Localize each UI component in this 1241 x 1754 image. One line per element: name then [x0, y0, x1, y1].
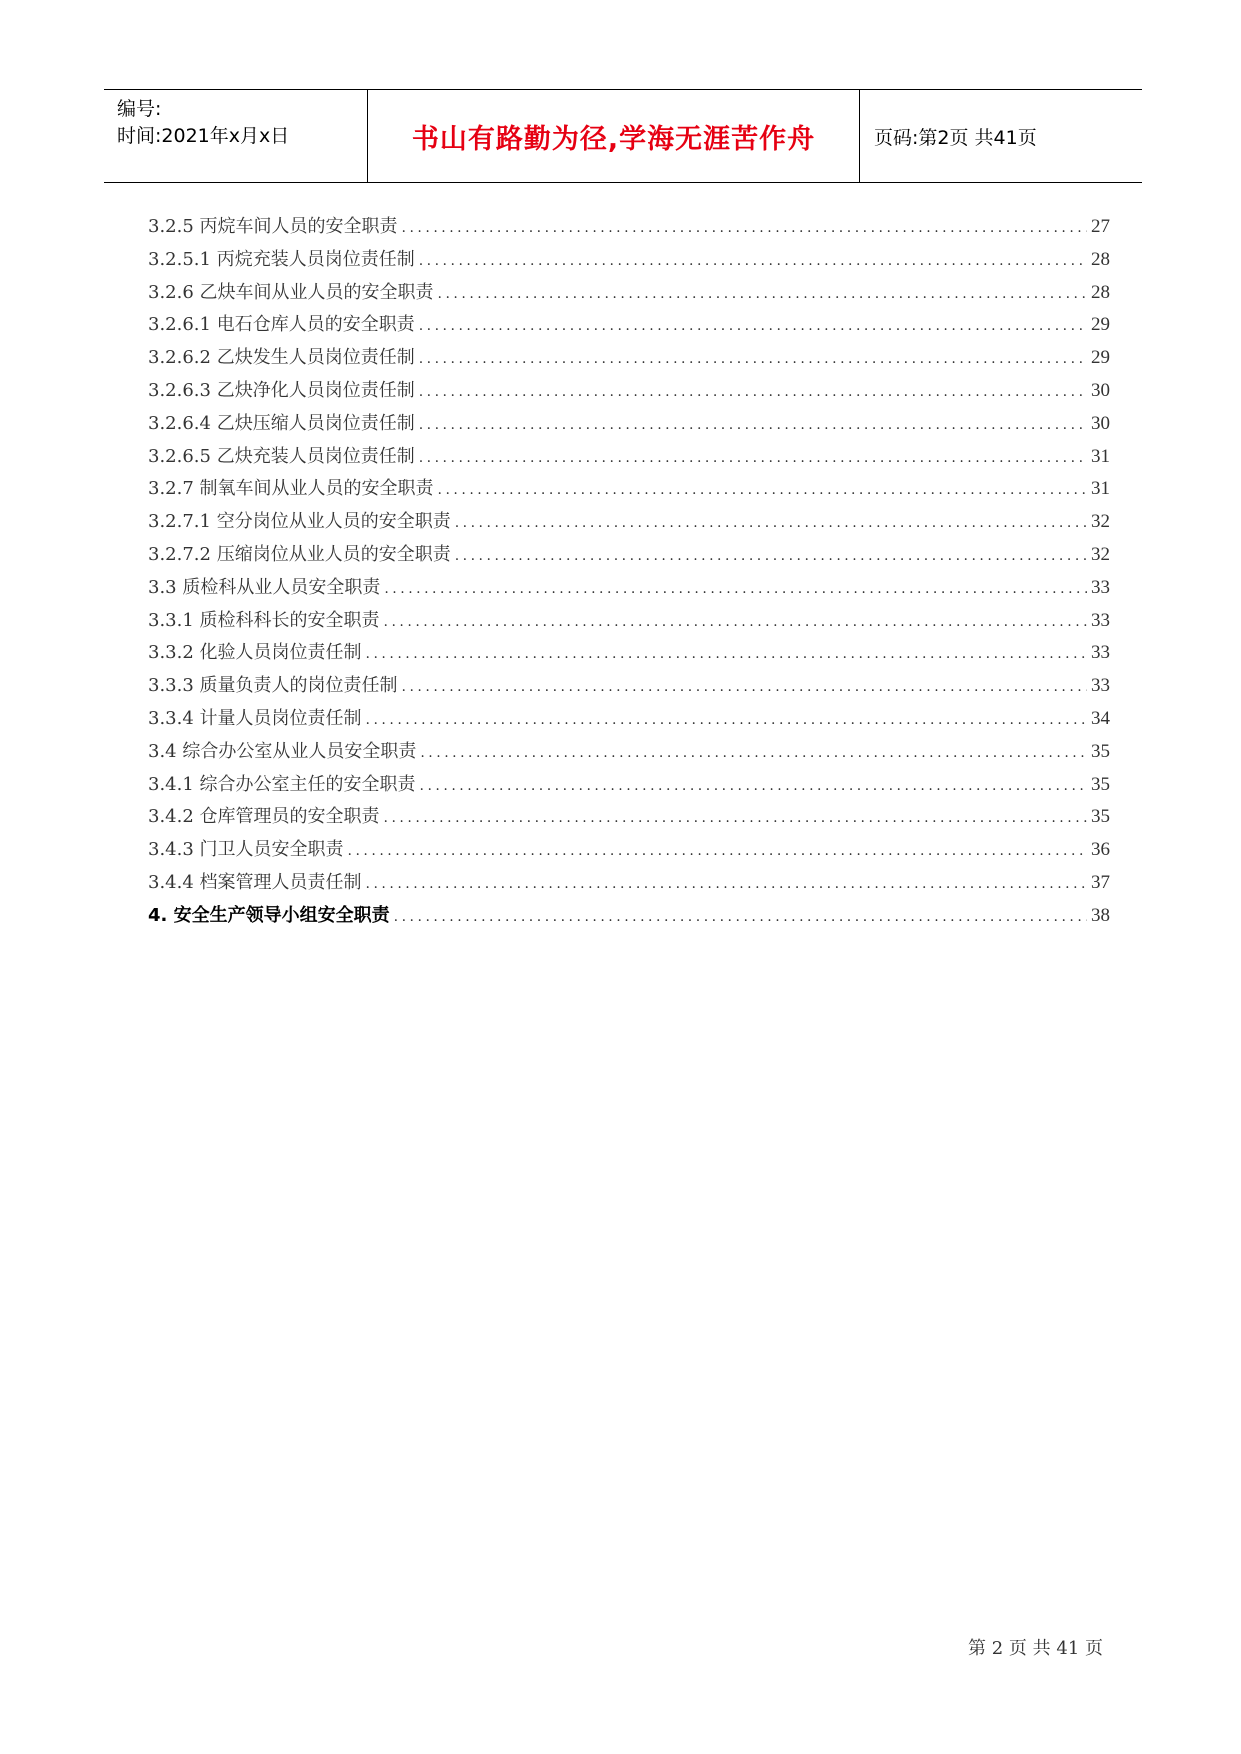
toc-dot-leader	[455, 515, 1087, 531]
toc-entry[interactable]	[148, 245, 1110, 278]
toc-entry-title: 3.3.1 质检科科长的安全职责	[148, 609, 380, 631]
toc-entry-page: 32	[1091, 543, 1110, 565]
toc-entry-title: 3.2.6.4 乙炔压缩人员岗位责任制	[148, 412, 415, 434]
header-left-cell	[104, 90, 368, 182]
toc-dot-leader	[419, 417, 1087, 433]
toc-entry-page: 35	[1091, 773, 1110, 795]
toc-entry[interactable]	[148, 212, 1110, 245]
toc-entry-page: 36	[1091, 839, 1110, 861]
toc-dot-leader	[419, 384, 1087, 400]
toc-entry-title: 3.3 质检科从业人员安全职责	[148, 576, 381, 598]
toc-dot-leader	[366, 712, 1087, 728]
toc-dot-leader	[394, 909, 1087, 925]
toc-dot-leader	[438, 482, 1087, 498]
toc-dot-leader	[419, 450, 1087, 466]
toc-entry[interactable]	[148, 737, 1110, 770]
toc-dot-leader	[438, 286, 1087, 302]
document-number-label: 编号:	[117, 98, 162, 120]
toc-entry-page: 37	[1091, 871, 1110, 893]
toc-entry-page: 31	[1091, 478, 1110, 500]
toc-entry-page: 29	[1091, 347, 1110, 369]
toc-entry[interactable]	[148, 573, 1110, 606]
toc-entry-page: 33	[1091, 642, 1110, 664]
toc-entry-title: 3.2.7 制氧车间从业人员的安全职责	[148, 478, 434, 500]
toc-entry-page: 38	[1091, 904, 1110, 926]
toc-entry-page: 29	[1091, 314, 1110, 336]
toc-entry-title: 3.2.5.1 丙烷充装人员岗位责任制	[148, 248, 415, 270]
toc-entry[interactable]	[148, 802, 1110, 835]
toc-dot-leader	[420, 745, 1087, 761]
page-footer-number: 第 2 页 共 41 页	[968, 1638, 1103, 1659]
toc-dot-leader	[419, 318, 1087, 334]
toc-entry-title: 3.2.7.2 压缩岗位从业人员的安全职责	[148, 543, 451, 565]
toc-entry-page: 35	[1091, 806, 1110, 828]
toc-entry-title: 3.2.6 乙炔车间从业人员的安全职责	[148, 281, 434, 303]
toc-entry[interactable]	[148, 606, 1110, 639]
toc-entry[interactable]	[148, 376, 1110, 409]
toc-entry[interactable]	[148, 540, 1110, 573]
header-motto: 书山有路勤为径,学海无涯苦作舟	[411, 123, 816, 155]
toc-entry-title: 3.4.3 门卫人员安全职责	[148, 839, 344, 861]
toc-dot-leader	[366, 876, 1087, 892]
toc-dot-leader	[402, 679, 1087, 695]
toc-entry[interactable]	[148, 442, 1110, 475]
table-of-contents	[148, 212, 1110, 934]
toc-dot-leader	[455, 548, 1087, 564]
toc-entry-page: 33	[1091, 675, 1110, 697]
toc-entry[interactable]	[148, 638, 1110, 671]
toc-entry-title: 3.4.4 档案管理人员责任制	[148, 871, 362, 893]
toc-entry-title: 3.3.4 计量人员岗位责任制	[148, 707, 362, 729]
toc-entry[interactable]	[148, 704, 1110, 737]
toc-dot-leader	[348, 843, 1087, 859]
toc-entry-page: 27	[1091, 216, 1110, 237]
toc-entry-page: 30	[1091, 412, 1110, 434]
toc-entry-title: 3.2.6.3 乙炔净化人员岗位责任制	[148, 379, 415, 401]
toc-entry-page: 28	[1091, 248, 1110, 270]
toc-entry[interactable]	[148, 310, 1110, 343]
toc-entry-page: 32	[1091, 511, 1110, 533]
toc-dot-leader	[420, 778, 1087, 794]
toc-dot-leader	[384, 810, 1087, 826]
toc-entry[interactable]	[148, 409, 1110, 442]
toc-entry-title: 3.4.2 仓库管理员的安全职责	[148, 806, 380, 828]
toc-dot-leader	[419, 253, 1087, 269]
toc-entry[interactable]	[148, 901, 1110, 934]
toc-entry-page: 35	[1091, 740, 1110, 762]
toc-dot-leader	[366, 646, 1087, 662]
header-page-cell	[860, 90, 1142, 182]
toc-entry-title: 3.3.3 质量负责人的岗位责任制	[148, 675, 398, 697]
toc-entry-title: 3.4 综合办公室从业人员安全职责	[148, 740, 417, 762]
header-motto-cell	[368, 90, 860, 182]
toc-entry[interactable]	[148, 507, 1110, 540]
header-page-code: 页码:第2页 共41页	[874, 126, 1037, 149]
toc-entry-title: 3.4.1 综合办公室主任的安全职责	[148, 773, 416, 795]
toc-entry[interactable]	[148, 770, 1110, 803]
toc-dot-leader	[419, 351, 1087, 367]
toc-entry[interactable]	[148, 868, 1110, 901]
toc-entry[interactable]	[148, 343, 1110, 376]
toc-entry[interactable]	[148, 278, 1110, 311]
toc-dot-leader	[384, 581, 1087, 597]
toc-entry-title: 4. 安全生产领导小组安全职责	[148, 904, 390, 926]
toc-dot-leader	[402, 220, 1087, 236]
toc-entry-page: 34	[1091, 707, 1110, 729]
toc-entry-page: 31	[1091, 445, 1110, 467]
toc-entry-page: 33	[1091, 576, 1110, 598]
toc-entry-title: 3.2.6.1 电石仓库人员的安全职责	[148, 314, 415, 336]
toc-entry[interactable]	[148, 671, 1110, 704]
toc-entry-page: 33	[1091, 609, 1110, 631]
toc-entry-title: 3.2.6.5 乙炔充装人员岗位责任制	[148, 445, 415, 467]
toc-dot-leader	[384, 614, 1087, 630]
toc-entry-page: 30	[1091, 379, 1110, 401]
toc-entry[interactable]	[148, 474, 1110, 507]
page-header	[104, 89, 1142, 183]
toc-entry-title: 3.2.7.1 空分岗位从业人员的安全职责	[148, 511, 451, 533]
document-time-label: 时间:2021年x月x日	[117, 125, 290, 147]
toc-entry-title: 3.2.5 丙烷车间人员的安全职责	[148, 216, 398, 237]
toc-entry-title: 3.3.2 化验人员岗位责任制	[148, 642, 362, 664]
toc-entry-page: 28	[1091, 281, 1110, 303]
toc-entry-title: 3.2.6.2 乙炔发生人员岗位责任制	[148, 347, 415, 369]
toc-entry[interactable]	[148, 835, 1110, 868]
